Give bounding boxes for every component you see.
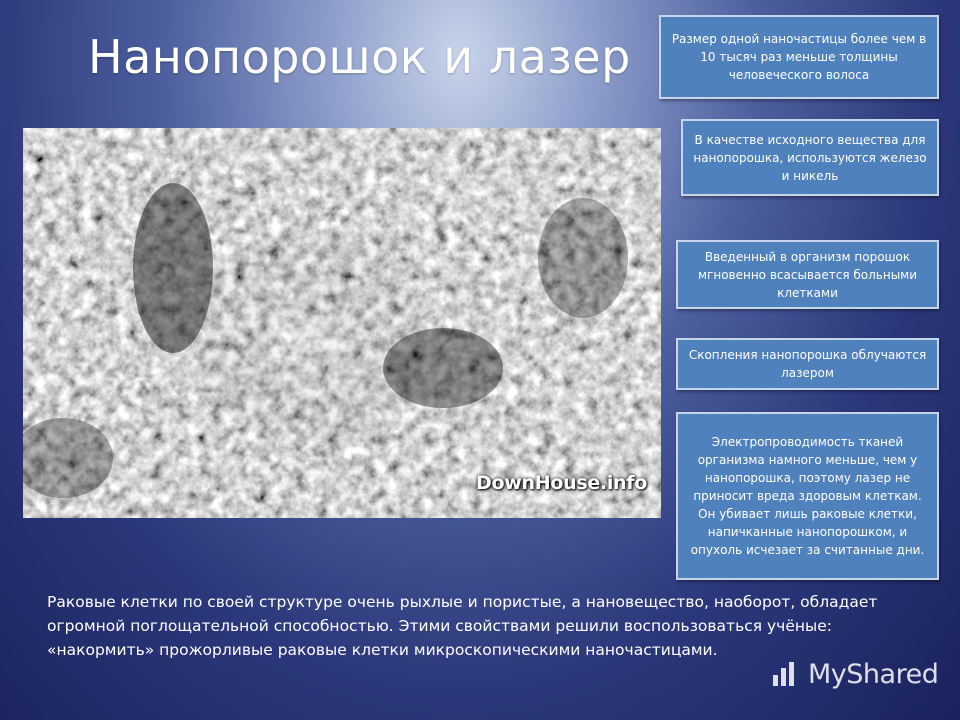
nanopowder-texture xyxy=(23,128,661,518)
info-box-source-material xyxy=(681,119,939,196)
info-box-absorption xyxy=(676,240,939,309)
info-box-text: В качестве исходного вещества для нанопорошка, используются железо и никель xyxy=(693,132,927,183)
info-box-particle-size xyxy=(659,15,939,99)
nanopowder-microscope-photo xyxy=(23,128,661,518)
photo-watermark: DownHouse.info xyxy=(476,472,647,494)
info-box-conductivity xyxy=(676,412,939,580)
info-box-laser-irradiation xyxy=(676,338,939,390)
bar-chart-icon xyxy=(770,659,800,689)
slide-title: Нанопорошок и лазер xyxy=(88,30,631,84)
info-box-text: Введенный в организм порошок мгновенно всасывается больными клетками xyxy=(697,249,918,300)
info-box-text: Скопления нанопорошка облучаются лазером xyxy=(688,348,927,380)
info-box-text: Размер одной наночастицы более чем в 10 тысяч раз меньше толщины человеческого волоса xyxy=(671,32,927,82)
slide-body-text: Раковые клетки по своей структуре очень рыхлые и пористые, а нановещество, наоборот, обладает огромной поглощательной способностью. Этими свойствами решили воспользоваться учёные: «накормить» прожорливые раковые клетки микроскопическими наночастицами. xyxy=(47,593,878,659)
myshared-logo xyxy=(770,654,938,694)
logo-text: MyShared xyxy=(808,658,939,690)
info-box-text: Электропроводимость тканей организма намного меньше, чем у нанопорошка, поэтому лазер не приносит вреда здоровым клеткам. Он убивает лишь раковые клетки, напичканные нанопорошком, и опухоль исчезает за считанные дни. xyxy=(690,435,925,557)
